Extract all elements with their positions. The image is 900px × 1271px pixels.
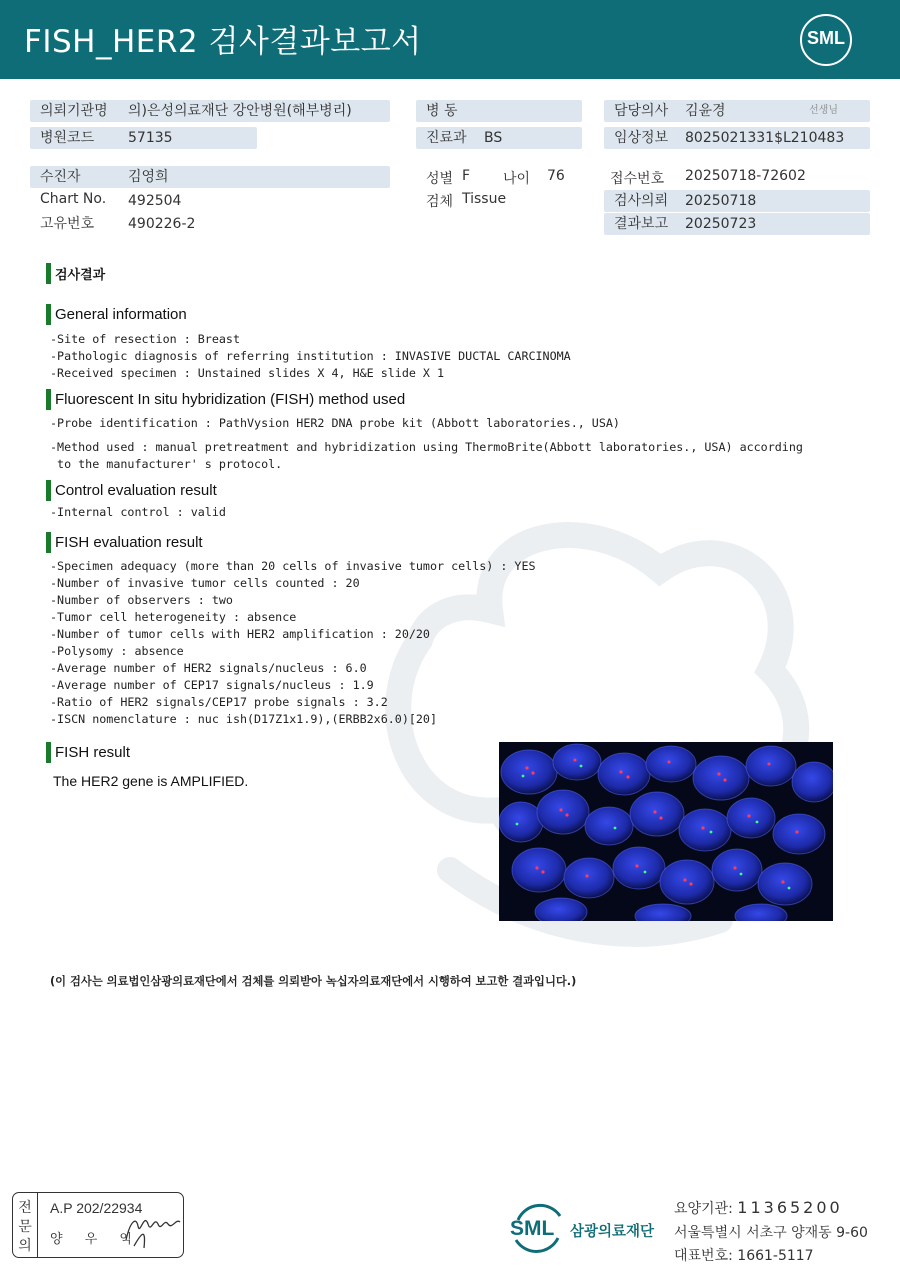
- general-line-1: -Site of resection : Breast: [50, 332, 240, 346]
- general-line-3: -Received specimen : Unstained slides X 4, H&E slide X 1: [50, 366, 445, 380]
- org-phone-label: 대표번호:: [674, 1248, 733, 1264]
- sex-label: 성별: [426, 171, 454, 187]
- referral-note: (이 검사는 의료법인삼광의료재단에서 검체를 의뢰받아 녹십자의료재단에서 시행하여 보고한 결과입니다.): [50, 975, 577, 988]
- evaluation-heading: FISH evaluation result: [55, 534, 203, 551]
- control-line: -Internal control : valid: [50, 505, 226, 519]
- stamp-char-2: 문: [18, 1219, 32, 1235]
- general-line-2: -Pathologic diagnosis of referring institution : INVASIVE DUCTAL CARCINOMA: [50, 349, 571, 363]
- chart-no-value: 492504: [128, 193, 182, 209]
- org-name: 삼광의료재단: [570, 1224, 655, 1240]
- receipt-label: 접수번호: [610, 171, 665, 187]
- evaluation-line-6: -Polysomy : absence: [50, 644, 184, 658]
- age-value: 76: [547, 168, 565, 184]
- specimen-value: Tissue: [462, 191, 507, 207]
- fish-microscopy-image: [499, 742, 833, 921]
- field-request-date: 검사의뢰 20250718: [604, 190, 870, 212]
- org-logo-text: SML: [510, 1217, 555, 1240]
- section-marker: [46, 742, 51, 763]
- control-heading: Control evaluation result: [55, 482, 217, 499]
- org-code-line: [674, 1198, 843, 1218]
- stamp-pathologist-name: 양 우 익: [50, 1232, 141, 1247]
- main-heading: 검사결과: [55, 268, 106, 283]
- evaluation-line-10: -ISCN nomenclature : nuc ish(D17Z1x1.9),(ERBB2x6.0)[20]: [50, 712, 438, 726]
- hospital-code-value: 57135: [128, 130, 173, 146]
- method-line-1: -Probe identification : PathVysion HER2 DNA probe kit (Abbott laboratories., USA): [50, 416, 620, 430]
- org-phone-value: 1661-5117: [737, 1248, 814, 1264]
- evaluation-line-7: -Average number of HER2 signals/nucleus : 6.0: [50, 661, 367, 675]
- report-date-value: 20250723: [685, 216, 757, 232]
- field-ward: 병 동: [416, 100, 582, 122]
- org-phone-line: [674, 1245, 814, 1265]
- stamp-license-no: A.P 202/22934: [50, 1200, 143, 1216]
- evaluation-line-1: -Specimen adequacy (more than 20 cells of invasive tumor cells) : YES: [50, 559, 536, 573]
- patient-name-value: 김영희: [128, 169, 169, 185]
- request-date-value: 20250718: [685, 193, 757, 209]
- unique-no-value: 490226-2: [128, 216, 196, 232]
- field-doctor: 담당의사 김윤경 선생님: [604, 100, 870, 122]
- org-code-label: 요양기관:: [674, 1201, 733, 1217]
- chart-no-label: Chart No.: [40, 191, 107, 207]
- field-hospital-code: 병원코드 57135: [30, 127, 257, 149]
- header-logo-text: SML: [807, 28, 845, 48]
- evaluation-line-5: -Number of tumor cells with HER2 amplification : 20/20: [50, 627, 430, 641]
- doctor-value: 김윤경: [685, 103, 726, 119]
- evaluation-line-8: -Average number of CEP17 signals/nucleus : 1.9: [50, 678, 374, 692]
- stamp-char-3: 의: [18, 1238, 32, 1254]
- section-marker: [46, 532, 51, 553]
- signature-image: [120, 1202, 186, 1252]
- stamp-char-1: 전: [18, 1200, 32, 1216]
- method-line-3: to the manufacturer' s protocol.: [50, 457, 283, 471]
- method-heading: Fluorescent In situ hybridization (FISH) method used: [55, 391, 406, 408]
- field-patient-name: 수진자 김영희: [30, 166, 390, 188]
- section-marker: [46, 263, 51, 284]
- doctor-suffix: 선생님: [809, 105, 838, 116]
- general-info-heading: General information: [55, 306, 187, 323]
- field-institution: 의뢰기관명 의)은성의료재단 강안병원(해부병리): [30, 100, 390, 122]
- specimen-label: 검체: [426, 194, 454, 210]
- evaluation-line-3: -Number of observers : two: [50, 593, 233, 607]
- org-code-value: 11365200: [737, 1198, 843, 1217]
- sex-value: F: [462, 168, 471, 184]
- field-report-date: 결과보고 20250723: [604, 213, 870, 235]
- section-marker: [46, 389, 51, 410]
- result-text: The HER2 gene is AMPLIFIED.: [53, 773, 249, 789]
- institution-value: 의)은성의료재단 강안병원(해부병리): [128, 103, 352, 119]
- org-address: 서울특별시 서초구 양재동 9-60: [674, 1225, 868, 1241]
- unique-no-label: 고유번호: [40, 216, 95, 232]
- section-marker: [46, 480, 51, 501]
- field-department: 진료과 BS: [416, 127, 582, 149]
- evaluation-line-2: -Number of invasive tumor cells counted : 20: [50, 576, 360, 590]
- clinical-info-value: 8025021331$L210483: [685, 130, 845, 146]
- department-value: BS: [484, 130, 503, 146]
- field-clinical-info: 임상정보 8025021331$L210483: [604, 127, 870, 149]
- document-title: FISH_HER2 검사결과보고서: [24, 24, 422, 60]
- evaluation-line-4: -Tumor cell heterogeneity : absence: [50, 610, 297, 624]
- org-logo-icon: [508, 1198, 568, 1258]
- age-label: 나이: [503, 171, 531, 187]
- section-marker: [46, 304, 51, 325]
- receipt-value: 20250718-72602: [685, 168, 806, 184]
- evaluation-line-9: -Ratio of HER2 signals/CEP17 probe signals : 3.2: [50, 695, 388, 709]
- method-line-2: -Method used : manual pretreatment and hybridization using ThermoBrite(Abbott laboratories., USA) according: [50, 440, 803, 454]
- result-heading: FISH result: [55, 744, 131, 761]
